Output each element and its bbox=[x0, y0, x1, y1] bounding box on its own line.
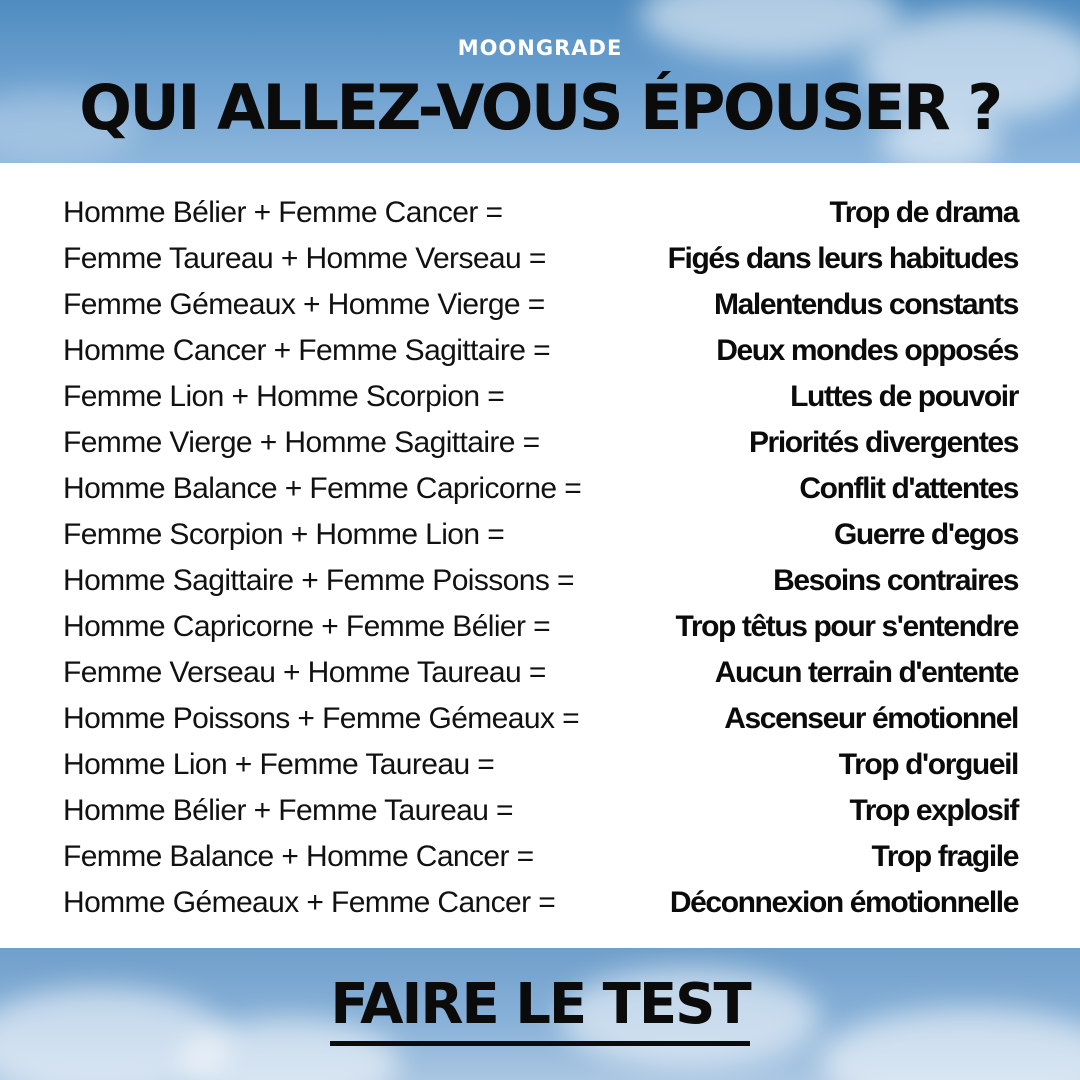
sign-pair: Homme Capricorne + Femme Bélier = bbox=[63, 610, 551, 643]
list-item bbox=[63, 834, 1018, 880]
compatibility-result: Déconnexion émotionnelle bbox=[669, 886, 1018, 919]
compatibility-result: Luttes de pouvoir bbox=[790, 380, 1018, 413]
compatibility-result: Deux mondes opposés bbox=[716, 334, 1018, 367]
list-item bbox=[63, 650, 1018, 696]
sign-pair: Homme Cancer + Femme Sagittaire = bbox=[63, 334, 551, 367]
list-item bbox=[63, 236, 1018, 282]
sign-pair: Homme Gémeaux + Femme Cancer = bbox=[63, 886, 556, 919]
sign-pair: Femme Taureau + Homme Verseau = bbox=[63, 242, 546, 275]
compatibility-result: Malentendus constants bbox=[714, 288, 1018, 321]
compatibility-result: Trop têtus pour s'entendre bbox=[675, 610, 1018, 643]
sign-pair: Homme Bélier + Femme Taureau = bbox=[63, 794, 513, 827]
list-item bbox=[63, 788, 1018, 834]
sign-pair: Homme Balance + Femme Capricorne = bbox=[63, 472, 582, 505]
list-item bbox=[63, 420, 1018, 466]
compatibility-result: Ascenseur émotionnel bbox=[724, 702, 1018, 735]
list-item bbox=[63, 604, 1018, 650]
list-item bbox=[63, 558, 1018, 604]
sign-pair: Femme Vierge + Homme Sagittaire = bbox=[63, 426, 540, 459]
compatibility-result: Trop fragile bbox=[871, 840, 1018, 873]
list-item bbox=[63, 512, 1018, 558]
compatibility-result: Figés dans leurs habitudes bbox=[667, 242, 1018, 275]
page-title: QUI ALLEZ-VOUS ÉPOUSER ? bbox=[79, 71, 1001, 144]
list-item bbox=[63, 190, 1018, 236]
sign-pair: Femme Scorpion + Homme Lion = bbox=[63, 518, 505, 551]
sign-pair: Homme Bélier + Femme Cancer = bbox=[63, 196, 503, 229]
compatibility-result: Besoins contraires bbox=[773, 564, 1018, 597]
brand-name: MOONGRADE bbox=[457, 36, 623, 60]
sign-pair: Femme Lion + Homme Scorpion = bbox=[63, 380, 505, 413]
compatibility-result: Conflit d'attentes bbox=[799, 472, 1018, 505]
compatibility-result: Trop d'orgueil bbox=[838, 748, 1018, 781]
take-test-link[interactable]: FAIRE LE TEST bbox=[330, 973, 749, 1046]
sign-pair: Femme Gémeaux + Homme Vierge = bbox=[63, 288, 545, 321]
list-item bbox=[63, 466, 1018, 512]
sign-pair: Femme Balance + Homme Cancer = bbox=[63, 840, 534, 873]
sign-pair: Femme Verseau + Homme Taureau = bbox=[63, 656, 546, 689]
sign-pair: Homme Poissons + Femme Gémeaux = bbox=[63, 702, 579, 735]
compatibility-result: Guerre d'egos bbox=[834, 518, 1018, 551]
compatibility-list bbox=[63, 190, 1018, 926]
list-item bbox=[63, 374, 1018, 420]
list-item bbox=[63, 328, 1018, 374]
compatibility-result: Aucun terrain d'entente bbox=[714, 656, 1018, 689]
sign-pair: Homme Sagittaire + Femme Poissons = bbox=[63, 564, 574, 597]
compatibility-result: Trop explosif bbox=[849, 794, 1018, 827]
cta-container bbox=[0, 973, 1080, 1046]
list-item bbox=[63, 282, 1018, 328]
list-item bbox=[63, 742, 1018, 788]
compatibility-result: Priorités divergentes bbox=[748, 426, 1018, 459]
list-item bbox=[63, 880, 1018, 926]
list-item bbox=[63, 696, 1018, 742]
compatibility-result: Trop de drama bbox=[829, 196, 1018, 229]
sign-pair: Homme Lion + Femme Taureau = bbox=[63, 748, 495, 781]
